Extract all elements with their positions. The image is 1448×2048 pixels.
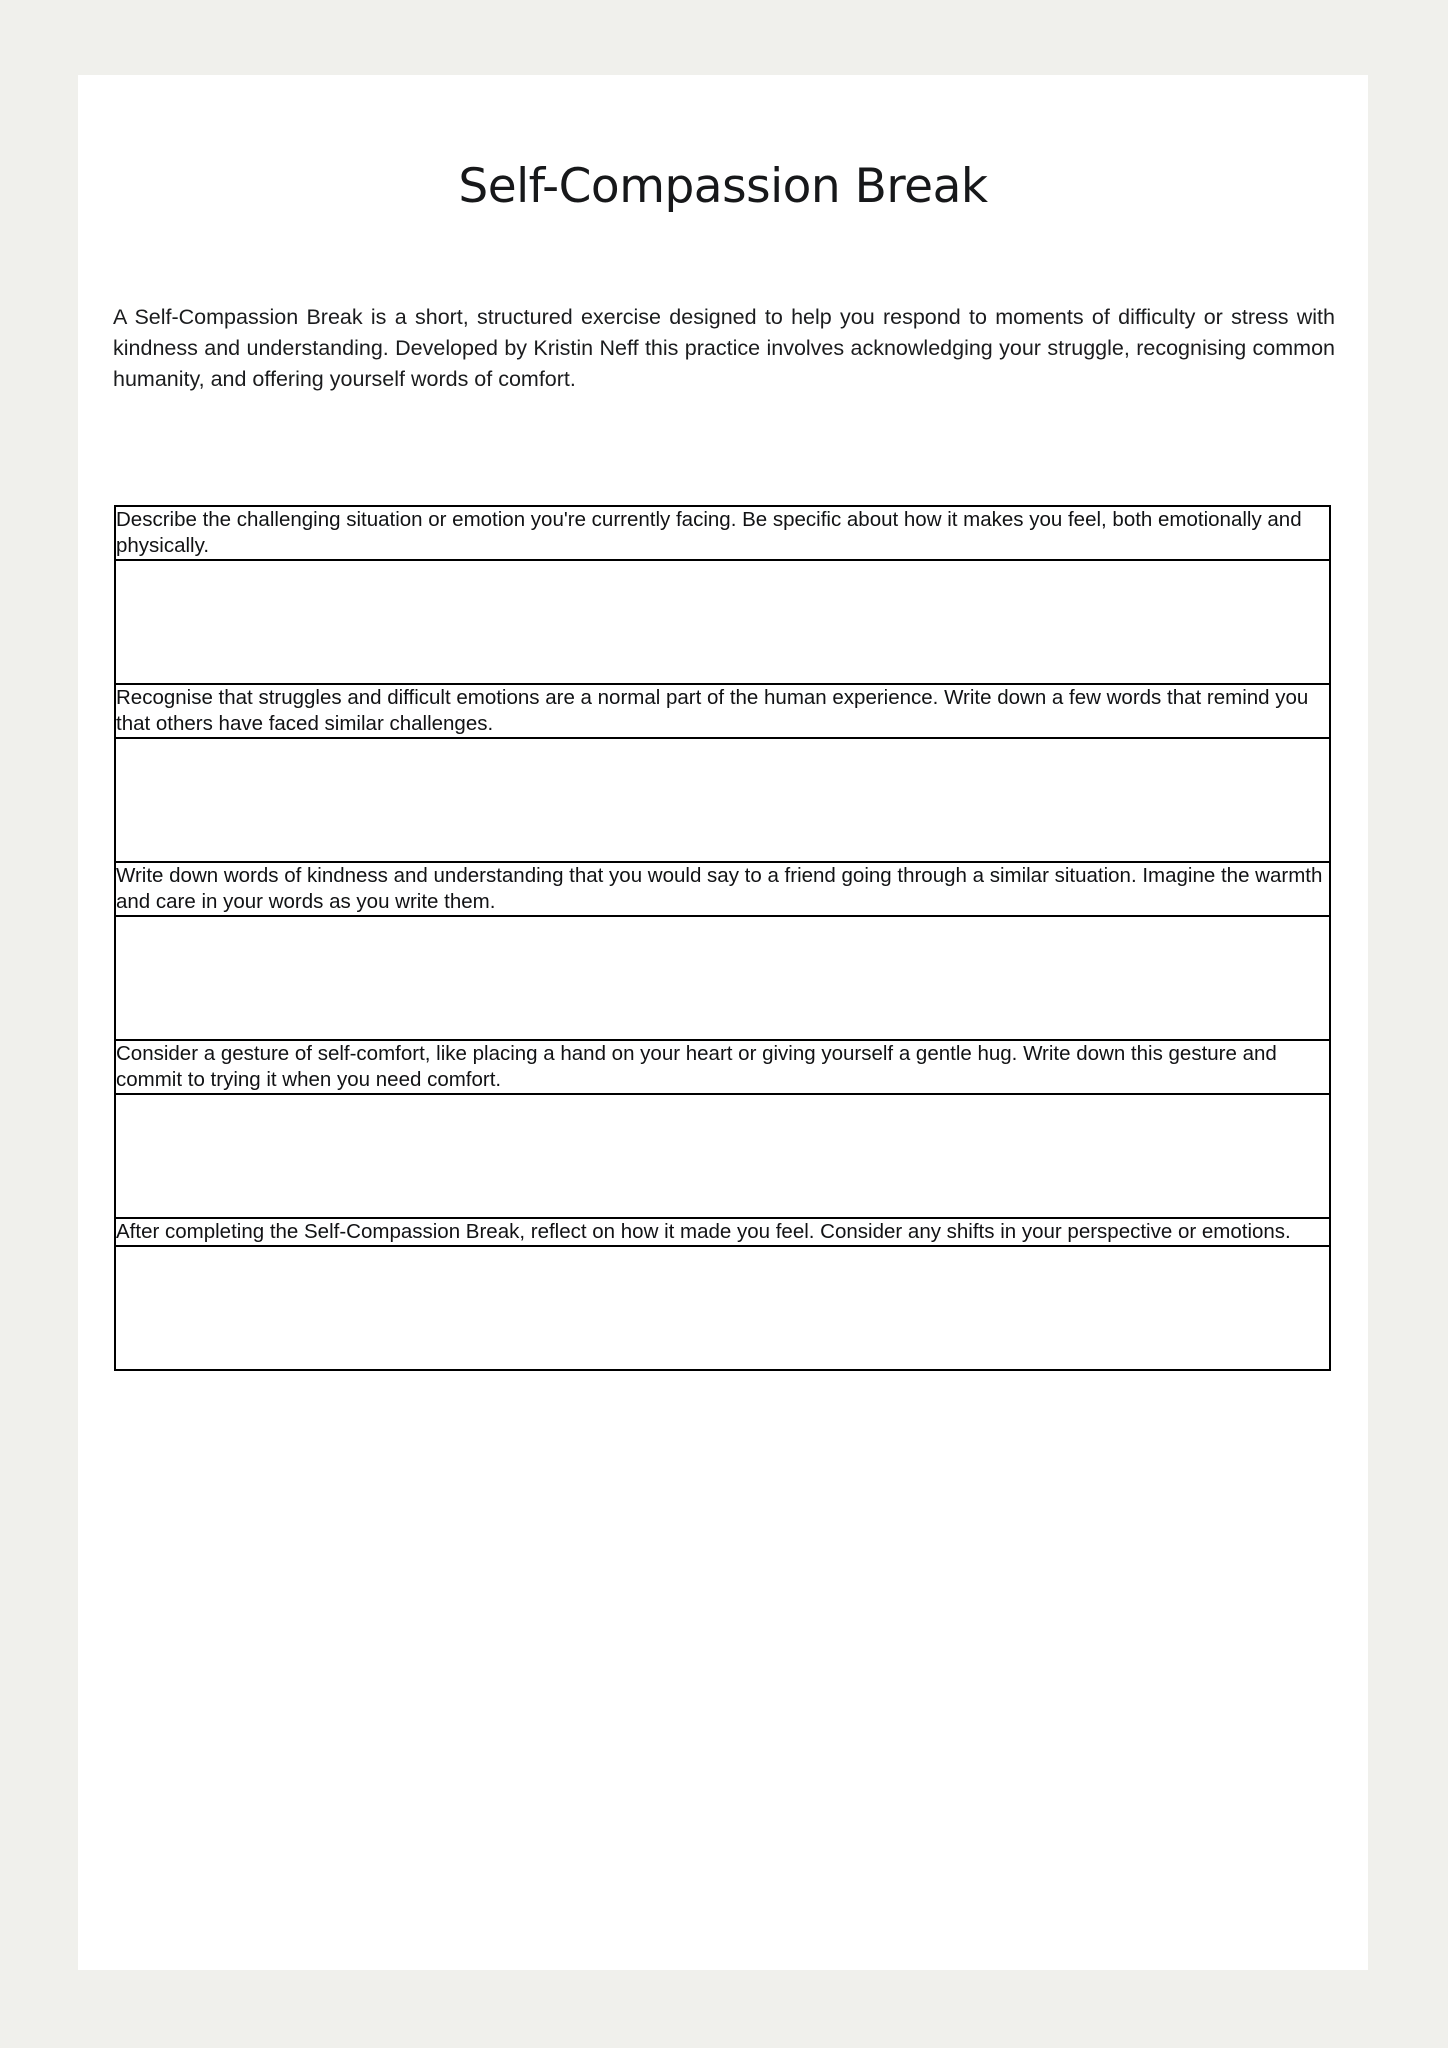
table-row [115,862,1330,916]
prompt-text-4: Consider a gesture of self-comfort, like placing a hand on your heart or giving yourself a gentle hug. Write down this gesture and commit to trying it when you need comfort. [116,1042,1277,1091]
prompt-table-body [115,506,1330,1370]
answer-cell-3[interactable] [115,916,1330,1040]
intro-paragraph: A Self-Compassion Break is a short, structured exercise designed to help you respond to moments of difficulty or stress with kindness and understanding. Developed by Kristin Neff this practice involves acknowledging your struggle, recognising common humanity, and offering yourself words of comfort. [113,304,1335,391]
table-row [115,506,1330,560]
prompt-cell-4 [115,1040,1330,1094]
table-row [115,1094,1330,1218]
answer-cell-1[interactable] [115,560,1330,684]
answer-cell-2[interactable] [115,738,1330,862]
prompt-table [114,505,1331,1371]
answer-cell-4[interactable] [115,1094,1330,1218]
prompt-text-1: Describe the challenging situation or emotion you're currently facing. Be specific about how it makes you feel, both emotionally and physically. [116,508,1302,557]
prompt-cell-5 [115,1218,1330,1246]
prompt-text-2: Recognise that struggles and difficult emotions are a normal part of the human experience. Write down a few words that remind you that others have faced similar challenges. [116,686,1309,735]
table-row [115,1218,1330,1246]
table-row [115,1246,1330,1370]
table-row [115,1040,1330,1094]
prompt-text-5: After completing the Self-Compassion Break, reflect on how it made you feel. Consider any shifts in your perspective or emotions. [116,1220,1291,1243]
table-row [115,684,1330,738]
page-title: Self-Compassion Break [458,159,988,215]
answer-input-5[interactable] [116,1247,1329,1369]
prompt-cell-3 [115,862,1330,916]
table-row [115,560,1330,684]
worksheet-card [78,75,1368,1970]
answer-input-3[interactable] [116,917,1329,1039]
table-row [115,916,1330,1040]
table-row [115,738,1330,862]
prompt-cell-1 [115,506,1330,560]
answer-cell-5[interactable] [115,1246,1330,1370]
prompt-cell-2 [115,684,1330,738]
prompt-text-3: Write down words of kindness and understanding that you would say to a friend going through a similar situation. Imagine the warmth and care in your words as you write them. [116,864,1323,913]
answer-input-4[interactable] [116,1095,1329,1217]
answer-input-1[interactable] [116,561,1329,683]
answer-input-2[interactable] [116,739,1329,861]
